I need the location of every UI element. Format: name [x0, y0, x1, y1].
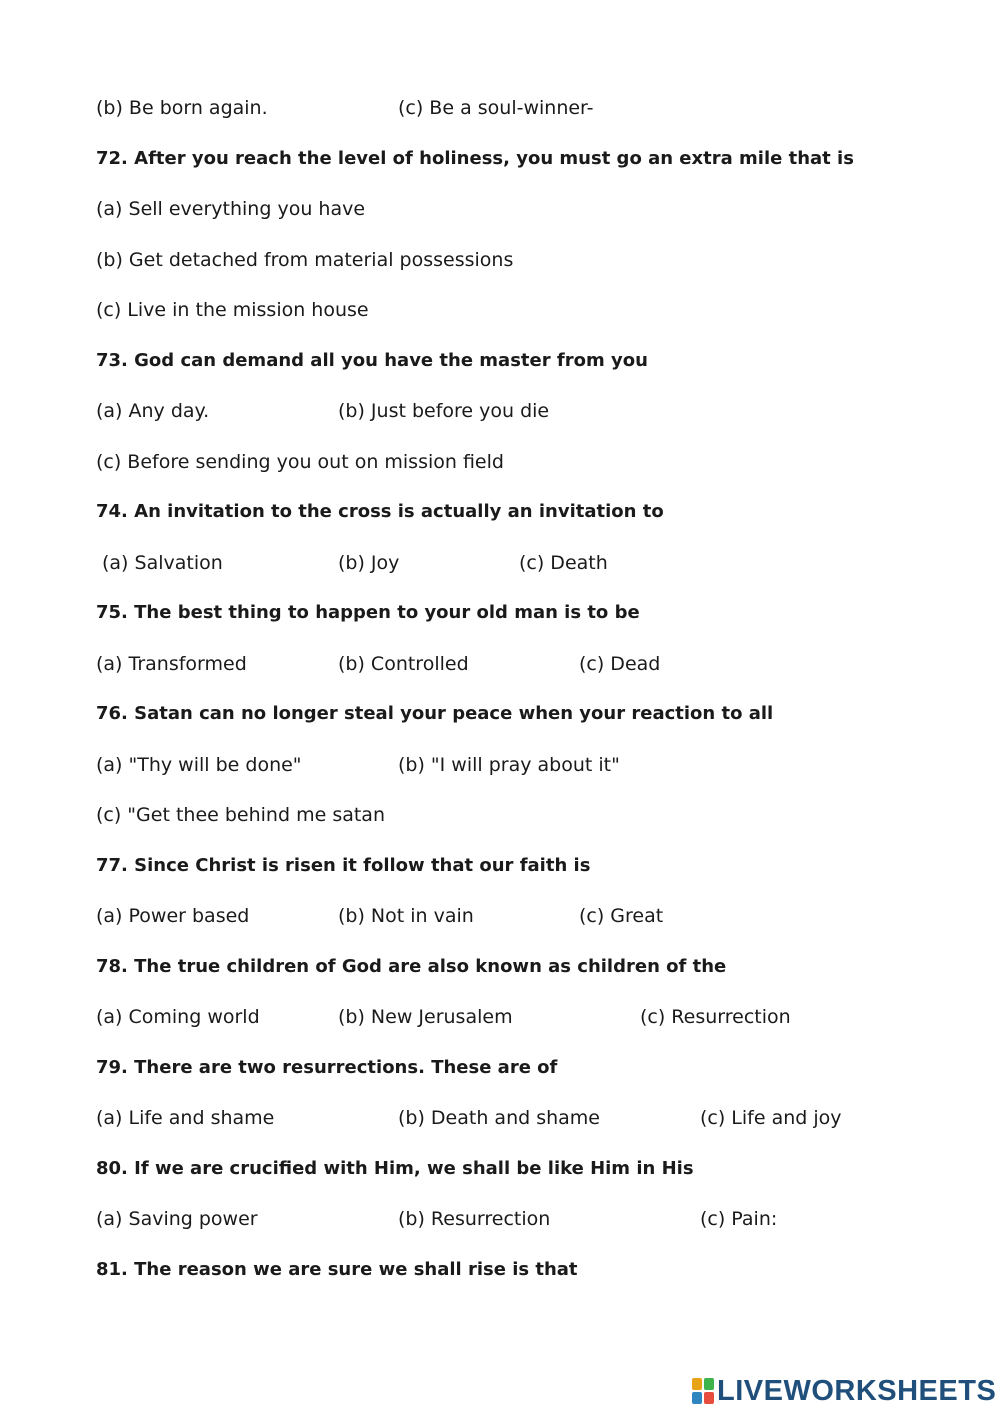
options-row [0, 93, 1000, 123]
option-c: (c) "Get thee behind me satan [96, 804, 385, 826]
options-row [0, 1002, 1000, 1032]
question-80: 80. If we are crucified with Him, we shall be like Him in His [96, 1158, 694, 1179]
question-79: 79. There are two resurrections. These are of [96, 1057, 558, 1078]
option-c: (c) Death [519, 552, 608, 574]
option-a: (a) "Thy will be done" [96, 754, 302, 776]
option-b: (b) Resurrection [398, 1208, 551, 1230]
option-c: (c) Life and joy [700, 1107, 842, 1129]
option-a: (a) Any day. [96, 400, 210, 422]
option-b: (b) Just before you die [338, 400, 550, 422]
options-row [0, 1204, 1000, 1234]
options-row [0, 901, 1000, 931]
options-row [0, 1103, 1000, 1133]
option-b: (b) Be born again. [96, 97, 268, 119]
options-row [0, 649, 1000, 679]
question-76: 76. Satan can no longer steal your peace when your reaction to all [96, 703, 774, 724]
question-72: 72. After you reach the level of holiness, you must go an extra mile that is [96, 148, 854, 169]
options-row [0, 750, 1000, 780]
option-a: (a) Sell everything you have [96, 198, 366, 220]
question-77: 77. Since Christ is risen it follow that our faith is [96, 855, 591, 876]
option-b: (b) "I will pray about it" [398, 754, 620, 776]
logo-text: LIVEWORKSHEETS [717, 1374, 997, 1407]
question-78: 78. The true children of God are also known as children of the [96, 956, 727, 977]
option-c: (c) Live in the mission house [96, 299, 369, 321]
option-c: (c) Pain: [700, 1208, 778, 1230]
option-c: (c) Great [579, 905, 664, 927]
option-c: (c) Resurrection [640, 1006, 791, 1028]
option-b: (b) Death and shame [398, 1107, 600, 1129]
options-row [0, 396, 1000, 426]
options-row [0, 548, 1000, 578]
question-75: 75. The best thing to happen to your old man is to be [96, 602, 640, 623]
option-a: (a) Salvation [102, 552, 223, 574]
option-b: (b) New Jerusalem [338, 1006, 513, 1028]
option-b: (b) Joy [338, 552, 400, 574]
option-c: (c) Be a soul-winner- [398, 97, 594, 119]
option-a: (a) Transformed [96, 653, 247, 675]
option-c: (c) Dead [579, 653, 661, 675]
options-row [0, 447, 1000, 477]
option-c: (c) Before sending you out on mission field [96, 451, 504, 473]
options-row [0, 295, 1000, 325]
question-73: 73. God can demand all you have the master from you [96, 350, 648, 371]
liveworksheets-logo[interactable] [692, 1373, 996, 1409]
option-b: (b) Not in vain [338, 905, 474, 927]
option-b: (b) Controlled [338, 653, 469, 675]
option-a: (a) Coming world [96, 1006, 260, 1028]
question-81: 81. The reason we are sure we shall rise is that [96, 1259, 578, 1280]
options-row [0, 245, 1000, 275]
options-row [0, 800, 1000, 830]
liveworksheets-icon [692, 1378, 714, 1404]
question-74: 74. An invitation to the cross is actually an invitation to [96, 501, 664, 522]
option-a: (a) Saving power [96, 1208, 258, 1230]
option-b: (b) Get detached from material possessions [96, 249, 514, 271]
option-a: (a) Power based [96, 905, 250, 927]
options-row [0, 194, 1000, 224]
option-a: (a) Life and shame [96, 1107, 275, 1129]
